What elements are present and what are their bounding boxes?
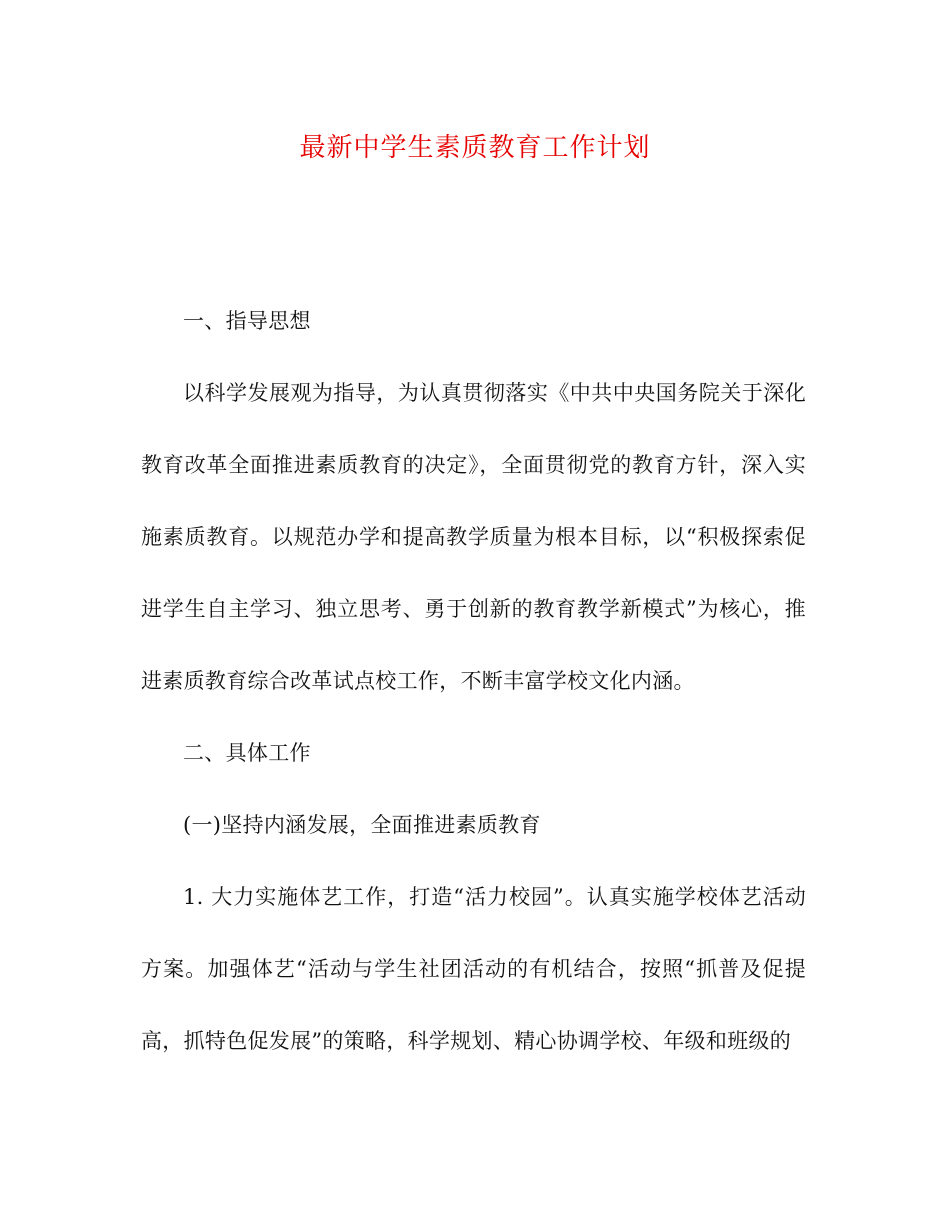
paragraph-guiding-ideology: 以科学发展观为指导，为认真贯彻落实《中共中央国务院关于深化教育改革全面推进素质教育的决定》，全面贯彻党的教育方针，深入实施素质教育。以规范办学和提高教学质量为根本目标，以“积极探索促进学生自主学习、独立思考、勇于创新的教育教学新模式”为核心，推进素质教育综合改革试点校工作，不断丰富学校文化内涵。 bbox=[141, 381, 806, 693]
paragraph-item-1: 1. 大力实施体艺工作，打造“活力校园”。认真实施学校体艺活动方案。加强体艺“活动与学生社团活动的有机结合，按照“抓普及促提高，抓特色促发展”的策略，科学规划、精心协调学校、年级和班级的 bbox=[141, 885, 806, 1053]
section-heading-guiding-ideology: 一、指导思想 bbox=[183, 309, 311, 333]
document-title: 最新中学生素质教育工作计划 bbox=[299, 133, 651, 163]
section-heading-specific-work: 二、具体工作 bbox=[183, 741, 311, 765]
subsection-heading-1: (一)坚持内涵发展，全面推进素质教育 bbox=[183, 813, 541, 837]
document-body bbox=[141, 285, 806, 1077]
